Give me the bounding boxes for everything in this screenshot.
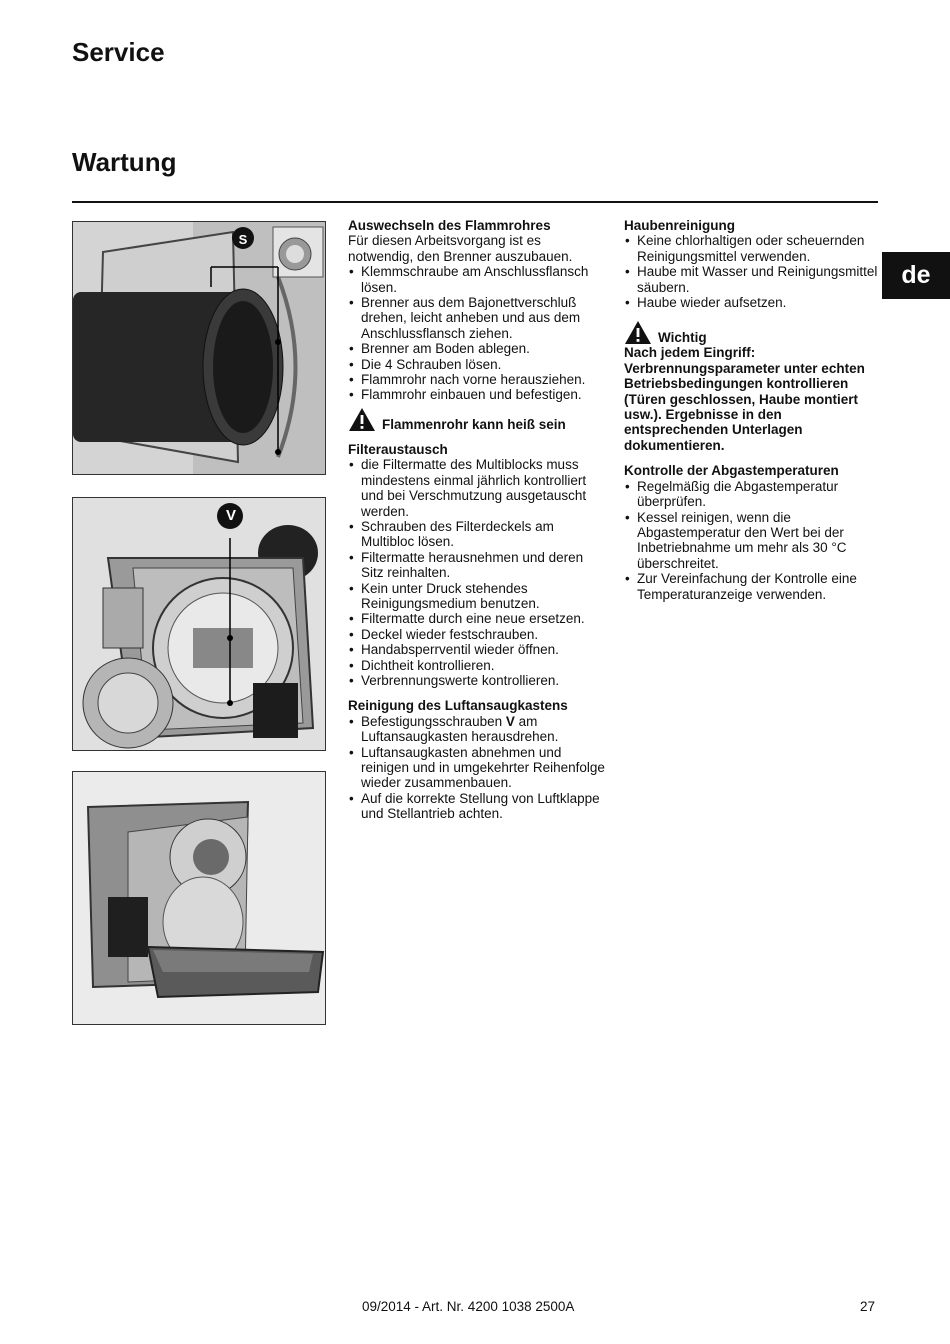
list-item: • Luftansaugkasten abnehmen und reinigen und in umgekehrter Reihenfolge wieder zusammenbauen. [348, 745, 606, 791]
list-item: • Dichtheit kontrollieren. [348, 658, 606, 673]
list-item: • Die 4 Schrauben lösen. [348, 357, 606, 372]
abgas-heading: Kontrolle der Abgastemperaturen [624, 463, 839, 479]
list-item: • Haube mit Wasser und Reinigungsmittel säubern. [624, 264, 880, 295]
hot-flame-tube-warning [348, 407, 606, 432]
luftansaug-heading: Reinigung des Luftansaugkastens [348, 698, 568, 714]
list-item: • Filtermatte herausnehmen und deren Sitz reinhalten. [348, 550, 606, 581]
important-text: Nach jedem Eingriff: Verbrennungsparameter unter echten Betriebsbedingungen kontrollieren (Türen geschlossen, Haube montiert usw.). Ergebnisse in den entsprechenden Unterlagen dokumentieren. [624, 345, 865, 453]
language-tab: de [882, 252, 950, 299]
list-item: • Flammrohr nach vorne herausziehen. [348, 372, 606, 387]
callout-v-ref: V [505, 713, 515, 729]
flammrohr-heading: Auswechseln des Flammrohres [348, 218, 551, 233]
warning-text: Flammenrohr kann heiß sein [382, 416, 566, 432]
haube-steps [624, 233, 880, 310]
page-number: 27 [860, 1299, 876, 1314]
air-intake-illustration [73, 772, 325, 1024]
list-item: • Schrauben des Filterdeckels am Multibloc lösen. [348, 519, 606, 550]
list-item: • Filtermatte durch eine neue ersetzen. [348, 611, 606, 626]
fig1-callout-label: S [238, 232, 248, 247]
filter-heading: Filteraustausch [348, 441, 448, 457]
title-divider [72, 201, 878, 203]
filter-steps [348, 457, 606, 688]
page-section-title: Service [72, 37, 165, 67]
fig2-callout-label: V [225, 507, 236, 524]
list-item: • Flammrohr einbauen und befestigen. [348, 387, 606, 402]
document-reference: 09/2014 - Art. Nr. 4200 1038 2500A [362, 1299, 575, 1314]
right-column [624, 218, 880, 602]
list-item: • Haube wieder aufsetzen. [624, 295, 880, 310]
warning-triangle-icon [624, 320, 652, 345]
list-item: • Zur Vereinfachung der Kontrolle eine Temperaturanzeige verwenden. [624, 571, 880, 602]
list-item: • Deckel wieder festschrauben. [348, 627, 606, 642]
air-intake-figure [72, 771, 326, 1025]
flammrohr-steps [348, 264, 606, 403]
list-item: • Auf die korrekte Stellung von Luftklappe und Stellantrieb achten. [348, 791, 606, 822]
list-item: • Kessel reinigen, wenn die Abgastemperatur den Wert bei der Inbetriebnahme um mehr als 30 °C überschreitet. [624, 510, 880, 572]
list-item: • die Filtermatte des Multiblocks muss mindestens einmal jährlich kontrolliert und bei Verschmutzung ausgetauscht werden. [348, 457, 606, 519]
list-item: • Keine chlorhaltigen oder scheuernden Reinigungsmittel verwenden. [624, 233, 880, 264]
page-title: Wartung [72, 147, 177, 177]
flammrohr-intro: Für diesen Arbeitsvorgang ist es notwendig, den Brenner auszubauen. [348, 233, 573, 264]
list-item: • Brenner aus dem Bajonettverschluß drehen, leicht anheben und aus dem Anschlussflansch ziehen. [348, 295, 606, 341]
list-item: • Kein unter Druck stehendes Reinigungsmedium benutzen. [348, 581, 606, 612]
important-notice [624, 320, 880, 345]
list-item: • Regelmäßig die Abgastemperatur überprüfen. [624, 479, 880, 510]
list-item: • Befestigungsschrauben V am Luftansaugkasten herausdrehen. [348, 714, 606, 745]
multibloc-illustration [73, 498, 325, 750]
warning-triangle-icon [348, 407, 376, 432]
multibloc-figure [72, 497, 326, 751]
important-label: Wichtig [658, 330, 707, 346]
list-item: • Klemmschraube am Anschlussflansch lösen. [348, 264, 606, 295]
flame-tube-illustration [73, 222, 325, 474]
flame-tube-figure [72, 221, 326, 475]
abgas-steps [624, 479, 880, 602]
list-item: • Verbrennungswerte kontrollieren. [348, 673, 606, 688]
haube-heading: Haubenreinigung [624, 218, 735, 233]
luftansaug-steps [348, 714, 606, 822]
middle-column [348, 218, 606, 822]
list-item: • Handabsperrventil wieder öffnen. [348, 642, 606, 657]
list-item: • Brenner am Boden ablegen. [348, 341, 606, 356]
